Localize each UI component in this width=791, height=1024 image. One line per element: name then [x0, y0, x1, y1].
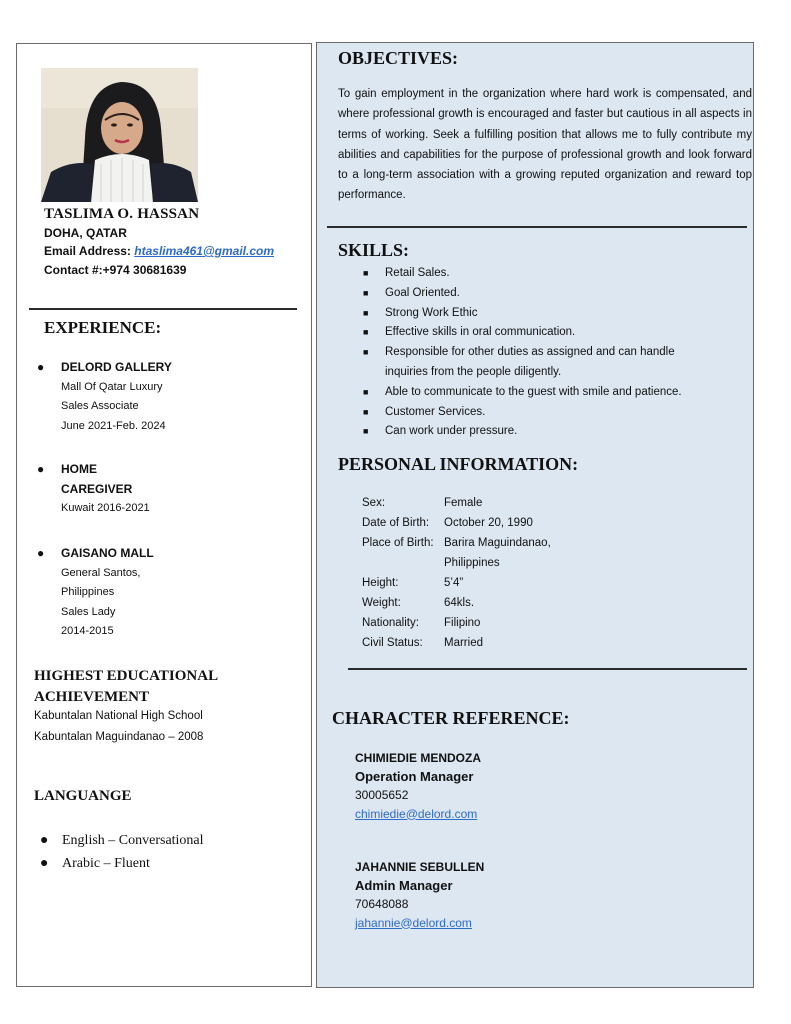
- bullet-icon: ●: [40, 833, 49, 848]
- candidate-name: TASLIMA O. HASSAN: [44, 206, 200, 222]
- square-bullet-icon: ■: [363, 287, 369, 298]
- language-list: [40, 829, 204, 875]
- square-bullet-icon: ■: [363, 268, 369, 278]
- square-bullet-icon: ■: [363, 386, 369, 397]
- objectives-heading: OBJECTIVES:: [338, 48, 459, 68]
- reference-heading: CHARACTER REFERENCE:: [332, 708, 570, 728]
- skills-list: [363, 264, 745, 442]
- personal-info-value: 5’4”: [444, 577, 464, 589]
- square-bullet-icon: ■: [363, 307, 369, 318]
- education-details: [34, 706, 203, 748]
- education-heading-line2: ACHIEVEMENT: [34, 689, 150, 705]
- personal-info-label: [362, 553, 444, 573]
- language-item: [40, 829, 204, 852]
- reference-card: [355, 749, 481, 823]
- skill-text: Can work under pressure.: [385, 425, 518, 438]
- personal-info-row: [362, 493, 551, 513]
- skill-text: Able to communicate to the guest with smile and patience.: [385, 385, 682, 398]
- personal-info-label: Sex:: [362, 497, 386, 509]
- square-bullet-icon: ■: [363, 327, 369, 338]
- bullet-icon: ●: [37, 546, 45, 560]
- personal-info-value: October 20, 1990: [444, 517, 533, 529]
- objectives-text: To gain employment in the organization where hard work is compensated, and where professional growth is encouraged and faster but cautious in all aspects in terms of working. Seek a fulfilling position that allows me to fully contribute my abilities and capabilities for the purpose of professional growth and look forward to a long-term association with a growing reputed organization and reward top performance.: [338, 88, 752, 202]
- square-bullet-icon: ■: [363, 347, 369, 358]
- divider-objectives: [327, 226, 747, 228]
- personal-info-label: Civil Status:: [362, 637, 423, 649]
- language-item: [40, 852, 204, 875]
- email-link[interactable]: htaslima461@gmail.com: [134, 244, 275, 258]
- skills-heading: SKILLS:: [338, 240, 410, 260]
- profile-photo-image: [41, 68, 198, 202]
- personal-info-value: 64kls.: [444, 597, 475, 609]
- personal-info-value: Philippines: [444, 557, 500, 569]
- experience-detail: Sales Lady: [61, 605, 116, 618]
- experience-detail: Sales Associate: [61, 400, 139, 412]
- experience-title: HOME: [61, 462, 97, 476]
- email-line: [44, 244, 274, 258]
- language-heading: LANGUANGE: [34, 788, 132, 804]
- reference-title: Admin Manager: [355, 877, 453, 893]
- divider-personal: [348, 668, 747, 670]
- skill-item: [363, 323, 745, 343]
- experience-detail: Mall Of Qatar Luxury: [61, 380, 163, 393]
- personal-info-row: [362, 573, 551, 593]
- personal-info-row: [362, 553, 551, 573]
- bullet-icon: ●: [37, 360, 45, 374]
- experience-title: DELORD GALLERY: [61, 360, 172, 374]
- personal-info-value: Married: [444, 637, 483, 649]
- right-column: [316, 42, 754, 988]
- experience-title-cont: CAREGIVER: [61, 481, 133, 496]
- square-bullet-icon: ■: [363, 406, 369, 417]
- candidate-location: DOHA, QATAR: [44, 226, 127, 240]
- reference-phone: 30005652: [355, 788, 409, 802]
- skill-item: [363, 403, 745, 423]
- profile-photo: [41, 68, 198, 202]
- reference-name: JAHANNIE SEBULLEN: [355, 860, 485, 874]
- personal-info-table: [362, 493, 551, 653]
- education-heading: [34, 666, 218, 708]
- personal-info-value: Female: [444, 497, 483, 509]
- square-bullet-icon: ■: [363, 426, 369, 437]
- divider-left: [29, 308, 297, 310]
- personal-info-row: [362, 593, 551, 613]
- personal-info-row: [362, 533, 551, 553]
- experience-heading: EXPERIENCE:: [44, 318, 162, 337]
- skill-item: [363, 264, 745, 284]
- language-item-text: Arabic – Fluent: [62, 856, 150, 871]
- experience-title: GAISANO MALL: [61, 546, 154, 560]
- personal-info-label: Place of Birth:: [362, 537, 434, 549]
- personal-info-value: Filipino: [444, 617, 481, 629]
- reference-email-link[interactable]: jahannie@delord.com: [355, 915, 472, 930]
- education-school: Kabuntalan National High School: [34, 710, 203, 722]
- personal-info-row: [362, 633, 551, 653]
- skill-text: Customer Services.: [385, 405, 486, 418]
- experience-detail: General Santos,: [61, 566, 141, 579]
- experience-entry: [37, 460, 150, 519]
- bullet-icon: ●: [40, 856, 49, 871]
- personal-info-row: [362, 613, 551, 633]
- skill-text: Retail Sales.: [385, 267, 450, 279]
- reference-phone: 70648088: [355, 897, 409, 911]
- personal-info-heading: PERSONAL INFORMATION:: [338, 454, 579, 474]
- personal-info-label: Date of Birth:: [362, 517, 430, 529]
- experience-detail: Philippines: [61, 586, 115, 598]
- skill-item: [363, 343, 715, 383]
- skill-item: [363, 422, 745, 442]
- skill-item: [363, 284, 745, 304]
- personal-info-label: Nationality:: [362, 617, 419, 629]
- personal-info-label: Height:: [362, 577, 399, 589]
- skill-text: Responsible for other duties as assigned and can handle inquiries from the people diligently.: [385, 346, 675, 378]
- reference-card: [355, 858, 484, 932]
- bullet-icon: ●: [37, 462, 45, 476]
- reference-name: CHIMIEDIE MENDOZA: [355, 751, 481, 765]
- language-item-text: English – Conversational: [62, 833, 204, 848]
- education-place: Kabuntalan Maguindanao – 2008: [34, 731, 204, 743]
- email-label: Email Address:: [44, 244, 135, 258]
- skill-item: [363, 383, 745, 403]
- education-heading-line1: HIGHEST EDUCATIONAL: [34, 668, 219, 684]
- reference-email-link[interactable]: chimiedie@delord.com: [355, 806, 478, 821]
- reference-title: Operation Manager: [355, 768, 474, 784]
- contact-number: Contact #:+974 30681639: [44, 263, 187, 277]
- experience-entry: [37, 358, 172, 436]
- skill-text: Strong Work Ethic: [385, 306, 478, 319]
- personal-info-row: [362, 513, 551, 533]
- experience-detail: Kuwait 2016-2021: [61, 502, 150, 514]
- skill-text: Goal Oriented.: [385, 286, 460, 299]
- skill-text: Effective skills in oral communication.: [385, 326, 576, 339]
- experience-entry: [37, 544, 154, 642]
- personal-info-label: Weight:: [362, 597, 401, 609]
- experience-detail: June 2021-Feb. 2024: [61, 419, 166, 432]
- personal-info-value: Barira Maguindanao,: [444, 537, 551, 549]
- experience-detail: 2014-2015: [61, 625, 114, 637]
- skill-item: [363, 304, 745, 324]
- left-column: [16, 43, 312, 987]
